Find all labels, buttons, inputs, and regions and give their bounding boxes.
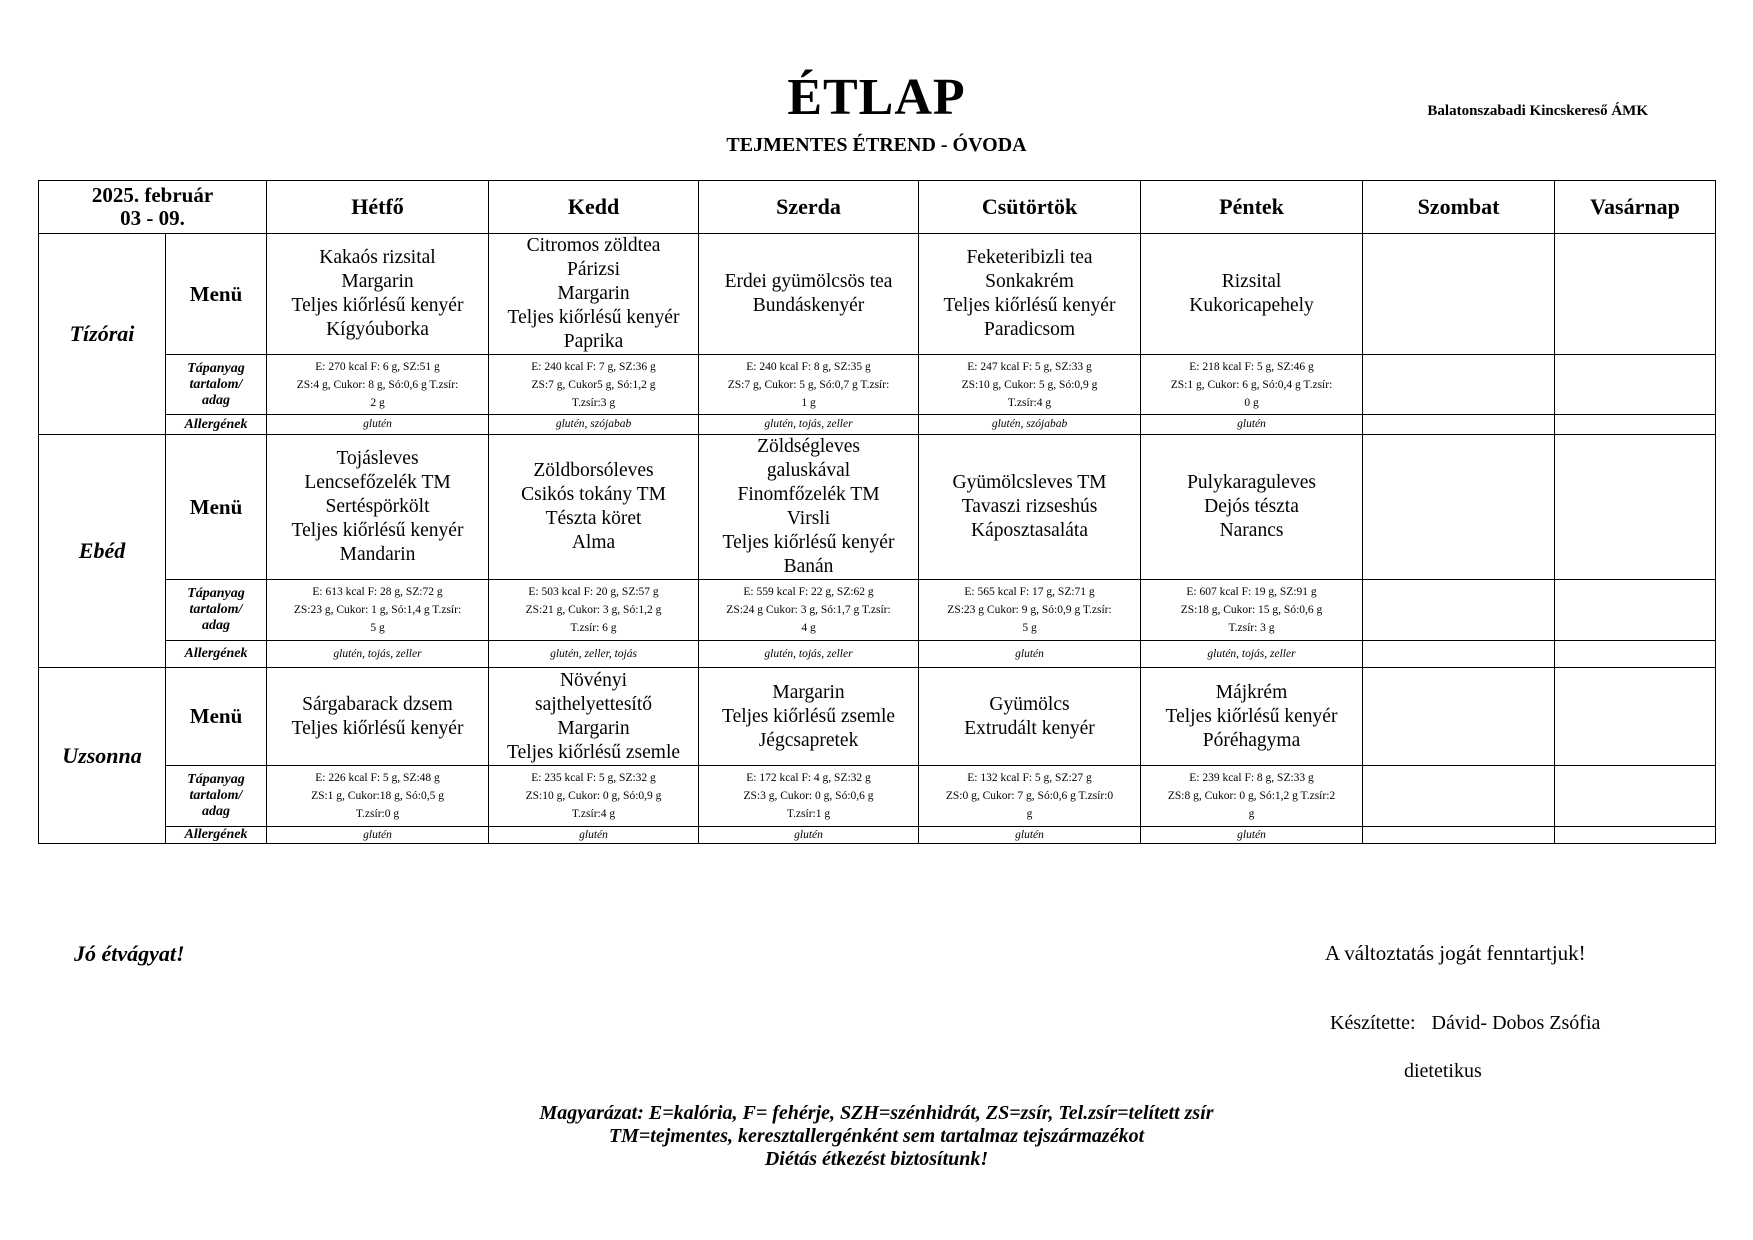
disclaimer-text: A változtatás jogát fenntartjuk! [1325, 941, 1586, 965]
nutrient-line: E: 503 kcal F: 20 g, SZ:57 g [528, 586, 659, 598]
menu-item: Finomfőzelék TM [737, 484, 880, 505]
nutrient-cell [267, 580, 489, 641]
menu-cell [489, 234, 699, 355]
legend-line: TM=tejmentes, keresztallergénként sem tartalmaz tejszármazékot [608, 1125, 1145, 1147]
menu-item: Dejós tészta [1204, 496, 1299, 517]
meal-menu-row [39, 234, 1716, 355]
allergen-cell: glutén, szójabab [489, 415, 699, 435]
week-range: 03 - 09. [120, 206, 185, 230]
menu-cell [1141, 435, 1363, 580]
nutrient-line: E: 240 kcal F: 7 g, SZ:36 g [531, 360, 656, 373]
nutrient-line: ZS:1 g, Cukor:18 g, Só:0,5 g [311, 790, 444, 802]
nutrient-line: ZS:3 g, Cukor: 0 g, Só:0,6 g [743, 790, 874, 802]
nutrient-line: 0 g [1244, 396, 1259, 409]
row-label-line: Tápanyag [187, 586, 245, 601]
menu-item: Teljes kiőrlésű kenyér [291, 520, 464, 541]
allergen-cell: glutén [1141, 827, 1363, 844]
nutrient-line: ZS:23 g Cukor: 9 g, Só:0,9 g T.zsír: [947, 604, 1112, 616]
menu-item: Feketeribizli tea [966, 247, 1093, 268]
allergen-cell [1363, 415, 1555, 435]
menu-cell [489, 435, 699, 580]
nutrient-cell [699, 580, 919, 641]
menu-item: Növényi [559, 669, 628, 691]
allergen-cell: glutén [1141, 415, 1363, 435]
nutrient-cell [699, 766, 919, 827]
menu-item: Margarin [557, 283, 630, 304]
nutrient-line: E: 218 kcal F: 5 g, SZ:46 g [1189, 360, 1314, 373]
menu-item: Sárgabarack dzsem [302, 693, 453, 715]
menu-item: Sonkakrém [985, 271, 1074, 292]
nutrient-cell [919, 355, 1141, 415]
nutrient-line: E: 270 kcal F: 6 g, SZ:51 g [315, 360, 440, 373]
nutrient-line: 5 g [370, 622, 385, 634]
menu-cell [267, 234, 489, 355]
allergen-cell [1363, 827, 1555, 844]
nutrient-line: T.zsír:4 g [571, 808, 616, 820]
allergen-cell: glutén, tojás, zeller [699, 641, 919, 668]
nutrient-cell [489, 355, 699, 415]
menu-item: Jégcsapretek [758, 729, 859, 751]
menu-item: Extrudált kenyér [964, 717, 1095, 739]
nutrient-line: ZS:24 g Cukor: 3 g, Só:1,7 g T.zsír: [726, 604, 891, 616]
prepared-label: Készítette: [1330, 1012, 1416, 1034]
menu-item: Teljes kiőrlésű zsemle [722, 705, 896, 727]
allergen-cell: glutén [267, 415, 489, 435]
meal-name: Tízórai [39, 234, 166, 435]
row-label-line: Tápanyag [187, 772, 245, 787]
day-header: Szerda [699, 181, 919, 234]
nutrient-line: ZS:4 g, Cukor: 8 g, Só:0,6 g T.zsír: [296, 378, 459, 391]
nutrient-line: 1 g [801, 396, 816, 409]
allergen-cell [1363, 641, 1555, 668]
row-label-line: adag [202, 804, 230, 819]
menu-item: Zöldborsóleves [533, 460, 654, 481]
menu-item: Teljes kiőrlésű kenyér [722, 532, 895, 553]
nutrient-line: 4 g [801, 622, 816, 634]
nutrient-line: 2 g [370, 396, 385, 409]
nutrient-line: T.zsír: 6 g [570, 622, 617, 634]
menu-cell [1363, 234, 1555, 355]
menu-item: Teljes kiőrlésű kenyér [1165, 705, 1338, 727]
menu-cell [267, 668, 489, 766]
prepared-by [1330, 1012, 1600, 1035]
menu-item: Májkrém [1215, 681, 1288, 703]
menu-item: Erdei gyümölcsös tea [724, 271, 893, 292]
menu-item: Kígyóuborka [326, 319, 429, 340]
nutrient-line: T.zsír:1 g [786, 808, 831, 820]
nutrient-cell [1363, 355, 1555, 415]
row-label-line: Tápanyag [187, 360, 245, 376]
nutrient-line: T.zsír:4 g [1007, 396, 1052, 409]
nutrient-cell [699, 355, 919, 415]
menu-item: Margarin [341, 271, 414, 292]
menu-item: Banán [783, 556, 834, 577]
menu-item: Tojásleves [336, 448, 419, 469]
row-label-allergens: Allergének [166, 415, 267, 435]
meal-menu-row [39, 668, 1716, 766]
row-label-allergens: Allergének [166, 641, 267, 668]
nutrient-cell [919, 580, 1141, 641]
nutrient-cell [1141, 580, 1363, 641]
nutrient-line: E: 235 kcal F: 5 g, SZ:32 g [531, 772, 656, 784]
menu-cell [1363, 668, 1555, 766]
page-subtitle: TEJMENTES ÉTREND - ÓVODA [726, 134, 1027, 156]
page-title: ÉTLAP [787, 69, 966, 126]
day-header: Csütörtök [919, 181, 1141, 234]
menu-item: Kakaós rizsital [319, 247, 436, 268]
nutrient-cell [1363, 580, 1555, 641]
nutrient-line: E: 559 kcal F: 22 g, SZ:62 g [743, 586, 874, 598]
menu-cell [699, 234, 919, 355]
row-label-line: tartalom/ [189, 376, 243, 392]
row-label-nutrients [166, 355, 267, 415]
row-label-line: adag [202, 618, 230, 633]
allergen-cell: glutén [919, 641, 1141, 668]
menu-item: Alma [571, 532, 616, 553]
menu-item: Teljes kiőrlésű zsemle [507, 741, 681, 763]
allergen-cell [1555, 415, 1716, 435]
row-label-line: tartalom/ [189, 788, 243, 803]
menu-item: Kukoricapehely [1189, 295, 1314, 316]
menu-item: Tészta köret [545, 508, 642, 529]
nutrient-line: E: 613 kcal F: 28 g, SZ:72 g [312, 586, 443, 598]
nutrient-cell [1141, 355, 1363, 415]
menu-item: Virsli [786, 508, 831, 529]
day-header: Vasárnap [1555, 181, 1716, 234]
nutrient-line: E: 565 kcal F: 17 g, SZ:71 g [964, 586, 1095, 598]
nutrient-cell [1555, 580, 1716, 641]
menu-cell [1555, 668, 1716, 766]
nutrient-line: E: 607 kcal F: 19 g, SZ:91 g [1186, 586, 1317, 598]
allergen-cell: glutén, tojás, zeller [1141, 641, 1363, 668]
allergen-cell [1555, 827, 1716, 844]
menu-item: Gyümölcs [989, 693, 1070, 715]
menu-cell [919, 234, 1141, 355]
row-label-nutrients [166, 580, 267, 641]
menu-cell [919, 668, 1141, 766]
nutrient-line: E: 247 kcal F: 5 g, SZ:33 g [967, 360, 1092, 373]
menu-item: Lencsefőzelék TM [304, 472, 451, 493]
allergen-cell [1555, 641, 1716, 668]
menu-item: Bundáskenyér [752, 295, 865, 316]
menu-item: Margarin [772, 681, 845, 703]
nutrient-line: E: 240 kcal F: 8 g, SZ:35 g [746, 360, 871, 373]
nutrient-line: E: 132 kcal F: 5 g, SZ:27 g [967, 772, 1092, 784]
nutrient-line: T.zsír: 3 g [1228, 622, 1275, 634]
prepared-name: Dávid- Dobos Zsófia [1431, 1012, 1601, 1034]
nutrient-line: ZS:8 g, Cukor: 0 g, Só:1,2 g T.zsír:2 [1167, 790, 1336, 802]
table-header-row [39, 181, 1716, 234]
nutrient-cell [919, 766, 1141, 827]
menu-item: Zöldségleves [757, 436, 860, 457]
nutrient-line: ZS:10 g, Cukor: 0 g, Só:0,9 g [525, 790, 662, 802]
menu-item: Margarin [557, 717, 630, 739]
menu-item: Mandarin [339, 544, 416, 565]
nutrient-cell [489, 580, 699, 641]
nutrient-line: E: 239 kcal F: 8 g, SZ:33 g [1189, 772, 1314, 784]
nutrient-line: g [1248, 808, 1255, 820]
nutrient-cell [1141, 766, 1363, 827]
meal-nutrient-row [39, 355, 1716, 415]
nutrient-line: 5 g [1022, 622, 1037, 634]
allergen-cell: glutén, tojás, zeller [699, 415, 919, 435]
row-label-allergens: Allergének [166, 827, 267, 844]
menu-item: Káposztasaláta [971, 520, 1088, 541]
nutrient-cell [489, 766, 699, 827]
nutrient-line: ZS:10 g, Cukor: 5 g, Só:0,9 g [961, 378, 1098, 391]
nutrient-cell [267, 766, 489, 827]
preparer-role: dietetikus [1404, 1060, 1482, 1082]
legend-line: Magyarázat: E=kalória, F= fehérje, SZH=szénhidrát, ZS=zsír, Tel.zsír=telített zsír [539, 1102, 1214, 1124]
menu-cell [699, 435, 919, 580]
nutrient-line: g [1026, 808, 1033, 820]
menu-item: Pulykaraguleves [1187, 472, 1316, 493]
meal-nutrient-row [39, 580, 1716, 641]
menu-cell [1363, 435, 1555, 580]
meal-name: Uzsonna [39, 668, 166, 844]
greeting-text: Jó étvágyat! [74, 941, 185, 966]
legend-line: Diétás étkezést biztosítunk! [764, 1148, 989, 1170]
menu-item: Póréhagyma [1202, 729, 1301, 751]
day-header: Kedd [489, 181, 699, 234]
menu-cell [489, 668, 699, 766]
nutrient-cell [1363, 766, 1555, 827]
meal-allergen-row [39, 827, 1716, 844]
nutrient-cell [267, 355, 489, 415]
menu-item: Gyümölcsleves TM [952, 472, 1107, 493]
menu-item: Sertéspörkölt [325, 496, 430, 517]
menu-cell [1141, 668, 1363, 766]
meal-name: Ebéd [39, 435, 166, 668]
nutrient-line: T.zsír:3 g [571, 396, 616, 409]
allergen-cell: glutén [489, 827, 699, 844]
menu-cell [267, 435, 489, 580]
menu-item: Paradicsom [984, 319, 1075, 340]
menu-item: Párizsi [566, 259, 621, 280]
allergen-cell: glutén [267, 827, 489, 844]
nutrient-line: ZS:21 g, Cukor: 3 g, Só:1,2 g [525, 604, 662, 616]
meal-menu-row [39, 435, 1716, 580]
menu-item: Citromos zöldtea [526, 235, 661, 256]
day-header: Péntek [1141, 181, 1363, 234]
menu-item: sajthelyettesítő [535, 693, 652, 715]
nutrient-line: ZS:18 g, Cukor: 15 g, Só:0,6 g [1180, 604, 1323, 616]
nutrient-line: ZS:0 g, Cukor: 7 g, Só:0,6 g T.zsír:0 [945, 790, 1114, 802]
nutrient-line: E: 172 kcal F: 4 g, SZ:32 g [746, 772, 871, 784]
menu-cell [1555, 435, 1716, 580]
allergen-cell: glutén, szójabab [919, 415, 1141, 435]
nutrient-line: T.zsír:0 g [355, 808, 400, 820]
menu-item: Rizsital [1221, 271, 1282, 292]
row-label-line: tartalom/ [189, 602, 243, 617]
nutrient-line: ZS:1 g, Cukor: 6 g, Só:0,4 g T.zsír: [1170, 378, 1333, 391]
menu-item: Teljes kiőrlésű kenyér [507, 307, 680, 328]
day-header: Szombat [1363, 181, 1555, 234]
meal-allergen-row [39, 415, 1716, 435]
nutrient-cell [1555, 766, 1716, 827]
menu-cell [1141, 234, 1363, 355]
menu-cell [1555, 234, 1716, 355]
weekly-menu-table [38, 180, 1716, 844]
row-label-menu: Menü [166, 234, 267, 355]
nutrient-line: ZS:7 g, Cukor5 g, Só:1,2 g [531, 378, 656, 391]
menu-item: Teljes kiőrlésű kenyér [291, 717, 464, 739]
row-label-menu: Menü [166, 435, 267, 580]
meal-allergen-row [39, 641, 1716, 668]
menu-item: Tavaszi rizseshús [961, 496, 1098, 517]
menu-item: galuskával [766, 460, 851, 481]
allergen-cell: glutén, tojás, zeller [267, 641, 489, 668]
allergen-cell: glutén, zeller, tojás [489, 641, 699, 668]
nutrient-cell [1555, 355, 1716, 415]
row-label-menu: Menü [166, 668, 267, 766]
organization-name: Balatonszabadi Kincskereső ÁMK [1427, 103, 1648, 119]
day-header: Hétfő [267, 181, 489, 234]
menu-item: Csikós tokány TM [521, 484, 666, 505]
menu-item: Teljes kiőrlésű kenyér [291, 295, 464, 316]
allergen-cell: glutén [919, 827, 1141, 844]
row-label-nutrients [166, 766, 267, 827]
week-date-cell [39, 181, 267, 234]
menu-cell [919, 435, 1141, 580]
nutrient-line: ZS:7 g, Cukor: 5 g, Só:0,7 g T.zsír: [727, 378, 890, 391]
menu-cell [699, 668, 919, 766]
nutrient-line: E: 226 kcal F: 5 g, SZ:48 g [315, 772, 440, 784]
menu-item: Teljes kiőrlésű kenyér [943, 295, 1116, 316]
legend-notes [0, 1102, 1753, 1171]
menu-item: Paprika [563, 331, 624, 352]
allergen-cell: glutén [699, 827, 919, 844]
nutrient-line: ZS:23 g, Cukor: 1 g, Só:1,4 g T.zsír: [293, 604, 462, 616]
meal-nutrient-row [39, 766, 1716, 827]
row-label-line: adag [202, 392, 230, 408]
week-month: 2025. február [91, 183, 214, 207]
menu-item: Narancs [1219, 520, 1284, 541]
